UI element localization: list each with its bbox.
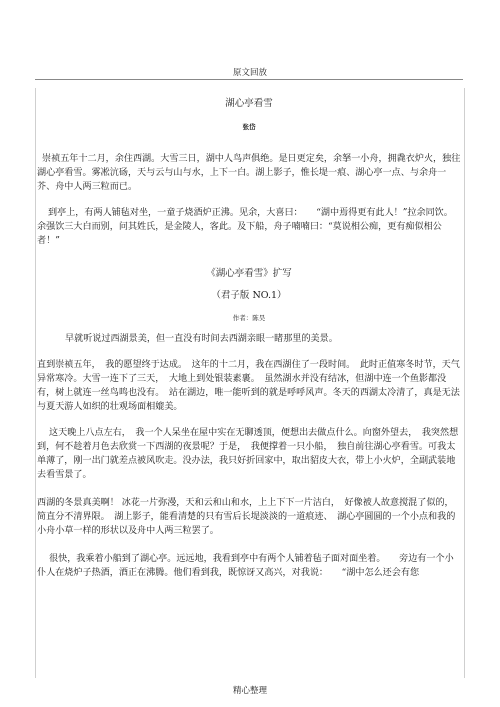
original-paragraph-1: 崇祯五年十二月，余住西湖。大雪三日，湖中人鸟声俱绝。是日更定矣，余拏一小舟，拥毳衣炉火，独往湖心亭看雪。雾凇沆砀，天与云与山与水，上下一白。湖上影子，惟长堤一痕、湖心亭一点、与余舟一芥、舟中人两三粒而已。: [37, 154, 461, 192]
page-header-title: 原文回放: [232, 68, 267, 78]
original-author: 张岱: [242, 123, 256, 131]
expansion-paragraph-2: 直到崇祯五年， 我的愿望终于达成。 这年的十二月，我在西湖住了一段时间。 此时正值寒冬时节，天气异常寒冷。大雪一连下了三天， 大地上到处银装素裹。 虽然湖水并没有结冰，但湖中连一个鱼影都没有，树上就连一丝鸟鸣也没有。 站在湖边，唯一能听到的就是呼呼风声。冬天的西湖太冷清了，真是无法与夏天游人如织的壮观场面相媲美。: [37, 360, 460, 412]
expansion-paragraph-5: 很快，我乘着小船到了湖心亭。远远地，我看到亭中有两个人铺着毡子面对面坐着。 旁边有一个小仆人在烧炉子热酒，酒正在沸腾。他们看到我，既惊讶又高兴，对我说： “湖中怎么还会有您: [37, 554, 454, 578]
expansion-paragraph-1: 早就听说过西湖景美，但一直没有时间去西湖亲眼一睹那里的美景。: [65, 334, 338, 344]
page-footer: 精心整理: [232, 686, 267, 696]
header-divider: [35, 79, 463, 80]
original-paragraph-2: 到亭上，有两人铺毡对坐，一童子烧酒炉正沸。见余，大喜曰： “湖中焉得更有此人！”拉余同饮。余强饮三大白而别，问其姓氏，是金陵人，客此。及下船，舟子喃喃曰：“莫说相公痴，更有痴似相公者！”: [37, 208, 453, 246]
expansion-paragraph-3: 这天晚上八点左右， 我一个人呆坐在屋中实在无聊透顶，便想出去做点什么。向窗外望去， 我突然想到，何不趁着月色去欣赏一下西湖的夜景呢？于是， 我便撑着一只小船， 独自前往湖心亭看雪。可我太单薄了，刚一出门就差点被风吹走。没办法，我只好折回家中，取出貂皮大衣，带上小火炉，全副武装地去看雪景了。: [37, 428, 459, 480]
document-body: [37, 97, 461, 580]
expansion-author: 作者：陈昊: [232, 314, 266, 322]
expansion-edition: （君子版 NO.1）: [211, 290, 287, 301]
original-title: 湖心亭看雪: [225, 98, 273, 109]
expansion-title: 《湖心亭看雪》扩写: [206, 268, 292, 279]
expansion-paragraph-4: 西湖的冬景真美啊！ 冰花一片弥漫，天和云和山和水，上上下下一片洁白， 好像被人故意搅混了似的，简直分不清界限。 湖上影子，能看清楚的只有雪后长堤淡淡的一道痕迹、 湖心亭圆圆的一个小点和我的小舟小草一样的形状以及舟中人两三粒罢了。: [37, 498, 456, 536]
